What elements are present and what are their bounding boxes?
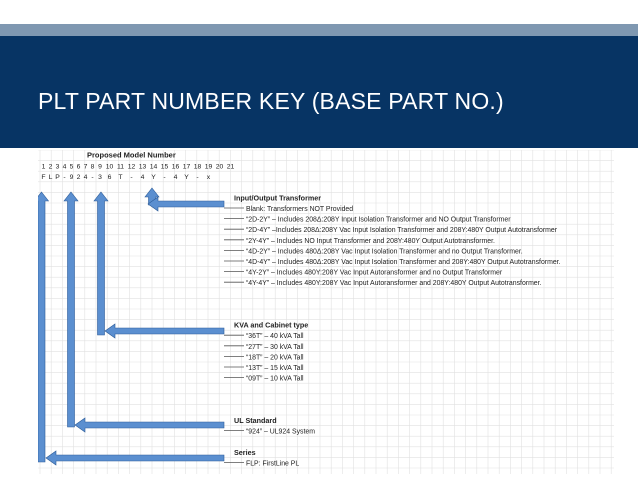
model-char: T	[118, 174, 123, 182]
model-char: 4	[140, 174, 145, 182]
section-item: “4Y-2Y” – Includes 480Y:208Y Vac Input Autoransformer and no Output Transformer	[246, 269, 503, 277]
position-number: 12	[127, 163, 136, 171]
position-number: 2	[48, 163, 53, 171]
model-char: 6	[107, 174, 112, 182]
position-number: 17	[182, 163, 191, 171]
position-number: 16	[171, 163, 180, 171]
position-number: 9	[98, 163, 102, 171]
section-title: UL Standard	[234, 416, 277, 425]
section-item: Blank: Transformers NOT Provided	[246, 206, 354, 213]
section	[234, 193, 561, 287]
position-number: 20	[215, 163, 224, 171]
section-item: “36T” – 40 kVA Tall	[246, 333, 304, 341]
horizontal-arrow	[46, 451, 224, 465]
model-char: Y	[184, 174, 189, 182]
model-char: -	[163, 174, 166, 182]
horizontal-arrow	[148, 197, 224, 211]
model-char: P	[55, 174, 60, 182]
model-char: F	[41, 174, 46, 182]
section-item: “18T” – 20 kVA Tall	[246, 354, 304, 362]
section-item: “2Y-4Y” – Includes NO Input Transformer and 208Y:480Y Output Autotransformer.	[246, 237, 495, 245]
model-char: -	[130, 174, 133, 182]
accent-stripe	[0, 24, 638, 36]
position-number: 21	[226, 163, 235, 171]
horizontal-arrow	[105, 324, 224, 338]
position-number: 13	[138, 163, 147, 171]
position-number: 11	[116, 163, 125, 171]
slide-title: PLT PART NUMBER KEY (BASE PART NO.)	[38, 88, 504, 114]
model-char: -	[91, 174, 94, 182]
section-item: “27T” – 30 kVA Tall	[246, 343, 304, 351]
position-number: 4	[62, 163, 67, 171]
model-char: L	[48, 174, 53, 182]
position-number: 6	[76, 163, 81, 171]
top-margin	[0, 0, 638, 24]
position-number: 10	[105, 163, 114, 171]
model-char: -	[63, 174, 66, 182]
position-number: 5	[69, 163, 74, 171]
section-item: “4D-4Y” – Includes 480Δ:208Y Vac Input Isolation Transformer and 208Y:480Y Output Autotransformer.	[246, 259, 561, 266]
spreadsheet-image	[38, 150, 614, 474]
position-number: 8	[90, 163, 95, 171]
horizontal-arrow	[75, 418, 224, 432]
section-title: Input/Output Transformer	[234, 193, 322, 203]
section-item: “4Y-4Y” – Includes 480Y:208Y Vac Input Autoransformer and 208Y:480Y Output Autotransformer.	[246, 280, 542, 288]
model-char: 2	[76, 174, 81, 182]
model-char: 4	[173, 174, 178, 182]
part-number-key-figure	[38, 150, 614, 474]
section-item: “13T” – 15 kVA Tall	[246, 365, 304, 372]
model-char: Y	[151, 174, 156, 182]
section-item: “09T” – 10 kVA Tall	[246, 375, 304, 383]
model-char: -	[196, 174, 199, 182]
model-char: 9	[69, 174, 74, 182]
section-title: Series	[234, 447, 256, 457]
model-char: 4	[83, 174, 88, 182]
section-item: “924” – UL924 System	[246, 428, 315, 436]
position-number: 14	[149, 163, 158, 171]
position-number: 3	[55, 163, 60, 171]
model-char: x	[206, 174, 211, 182]
position-number: 18	[193, 163, 202, 171]
section-item: “2D-4Y” –Includes 208Δ:208Y Vac Input Isolation Transformer and 208Y:480Y Output Autotransformer	[246, 227, 558, 235]
position-number: 7	[83, 163, 88, 171]
sheet-header: Proposed Model Number	[87, 150, 176, 160]
vertical-arrow	[38, 192, 49, 462]
position-number: 15	[160, 163, 169, 171]
position-number: 19	[204, 163, 213, 171]
position-number: 1	[41, 163, 46, 171]
section-item: FLP: FirstLine PL	[246, 460, 300, 468]
section-item: “4D-2Y” – Includes 480Δ:208Y Vac Input Isolation Transformer and no Output Transformer.	[246, 248, 523, 256]
vertical-arrow	[64, 192, 78, 427]
position-numbers-row	[42, 164, 235, 171]
section-item: “2D-2Y” – Includes 208Δ:208Y Input Isolation Transformer and NO Output Transformer	[246, 216, 511, 224]
model-characters-row	[41, 174, 210, 181]
model-char: 3	[98, 174, 102, 182]
section-title: KVA and Cabinet type	[234, 320, 309, 330]
callout-arrows	[38, 188, 224, 465]
